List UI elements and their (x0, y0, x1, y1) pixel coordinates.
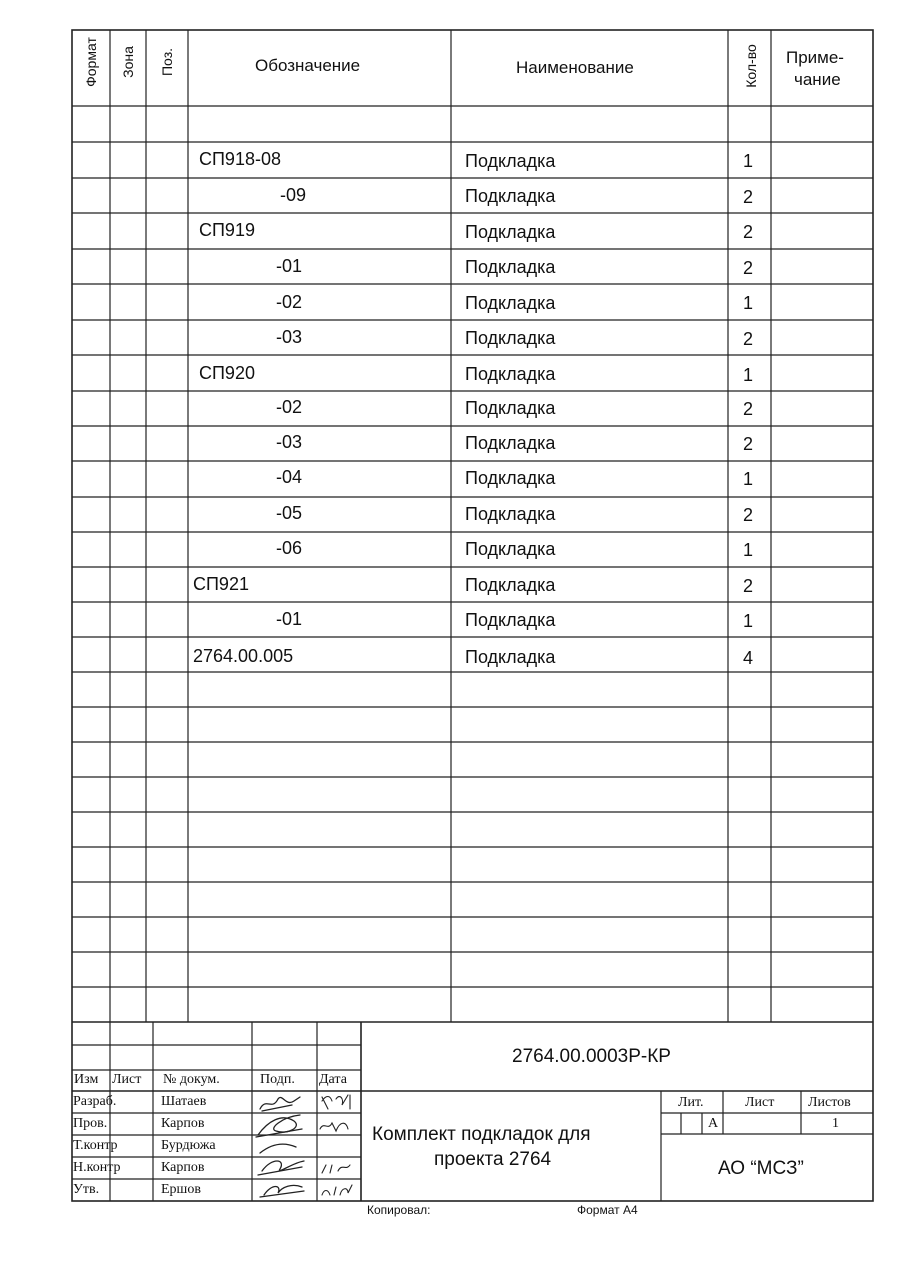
row-name: Подкладка (465, 610, 556, 630)
lit-value: А (708, 1116, 719, 1131)
row-name: Подкладка (465, 364, 556, 384)
row-name: Подкладка (465, 539, 556, 559)
col-doc-number: № докум. (163, 1072, 220, 1087)
sheets-label: Листов (808, 1095, 851, 1110)
row-designation: -02 (276, 397, 303, 417)
row-qty: 2 (743, 222, 754, 242)
row-qty: 2 (743, 399, 754, 419)
header-note-line1: Приме- (786, 48, 844, 67)
row-name: Подкладка (465, 186, 556, 206)
row-designation: -02 (276, 292, 303, 312)
row-qty: 2 (743, 505, 754, 525)
col-list: Лист (112, 1072, 142, 1087)
person-approver: Ершов (161, 1182, 201, 1197)
row-designation: -03 (276, 432, 303, 452)
row-qty: 2 (743, 329, 754, 349)
row-designation: 2764.00.005 (193, 646, 294, 666)
role-norm-control: Н.контр (73, 1160, 121, 1175)
row-qty: 1 (743, 365, 754, 385)
row-name: Подкладка (465, 575, 556, 595)
role-developer: Разраб. (73, 1094, 117, 1109)
row-qty: 1 (743, 469, 754, 489)
row-designation: -09 (280, 185, 307, 205)
sheets-value: 1 (832, 1116, 839, 1131)
row-qty: 2 (743, 434, 754, 454)
header-designation: Обозначение (255, 56, 361, 75)
sheet-label: Лист (745, 1095, 775, 1110)
role-tech-control: Т.контр (73, 1138, 118, 1153)
header-note-line2: чание (794, 70, 841, 89)
row-designation: СП918-08 (199, 149, 281, 169)
row-name: Подкладка (465, 468, 556, 488)
header-pos: Поз. (159, 48, 175, 76)
row-designation: СП919 (199, 220, 255, 240)
document-title-line1: Комплект подкладок для (372, 1124, 591, 1145)
row-designation: -01 (276, 609, 303, 629)
role-approver: Утв. (73, 1182, 100, 1197)
row-designation: СП920 (199, 363, 255, 383)
lit-label: Лит. (678, 1095, 704, 1110)
role-checker: Пров. (73, 1116, 108, 1131)
row-qty: 2 (743, 258, 754, 278)
person-developer: Шатаев (161, 1094, 207, 1109)
row-qty: 2 (743, 576, 754, 596)
row-name: Подкладка (465, 293, 556, 313)
person-tech-control: Бурдюжа (161, 1138, 216, 1153)
person-norm-control: Карпов (161, 1160, 205, 1175)
row-designation: СП921 (193, 574, 249, 594)
row-designation: -04 (276, 467, 303, 487)
row-name: Подкладка (465, 151, 556, 171)
footer-format: Формат А4 (577, 1203, 638, 1217)
row-designation: -05 (276, 503, 303, 523)
row-qty: 4 (743, 648, 754, 668)
footer-copied: Копировал: (367, 1203, 431, 1217)
row-qty: 2 (743, 187, 754, 207)
col-izm: Изм (74, 1072, 99, 1087)
row-name: Подкладка (465, 433, 556, 453)
row-qty: 1 (743, 611, 754, 631)
signatures-handwritten (252, 1091, 362, 1201)
col-date: Дата (319, 1072, 347, 1087)
header-format: Формат (83, 37, 99, 87)
header-qty: Кол-во (743, 44, 759, 88)
row-qty: 1 (743, 293, 754, 313)
person-checker: Карпов (161, 1116, 205, 1131)
row-designation: -06 (276, 538, 303, 558)
row-qty: 1 (743, 540, 754, 560)
row-qty: 1 (743, 151, 754, 171)
row-name: Подкладка (465, 647, 556, 667)
row-name: Подкладка (465, 222, 556, 242)
row-name: Подкладка (465, 328, 556, 348)
row-name: Подкладка (465, 257, 556, 277)
header-name: Наименование (516, 58, 634, 77)
row-designation: -01 (276, 256, 303, 276)
document-code: 2764.00.0003Р-КР (512, 1046, 671, 1067)
col-signature: Подп. (260, 1072, 295, 1087)
organization: АО “МСЗ” (718, 1158, 804, 1179)
row-name: Подкладка (465, 504, 556, 524)
document-title-line2: проекта 2764 (434, 1149, 552, 1170)
header-zone: Зона (120, 46, 136, 78)
row-designation: -03 (276, 327, 303, 347)
row-name: Подкладка (465, 398, 556, 418)
